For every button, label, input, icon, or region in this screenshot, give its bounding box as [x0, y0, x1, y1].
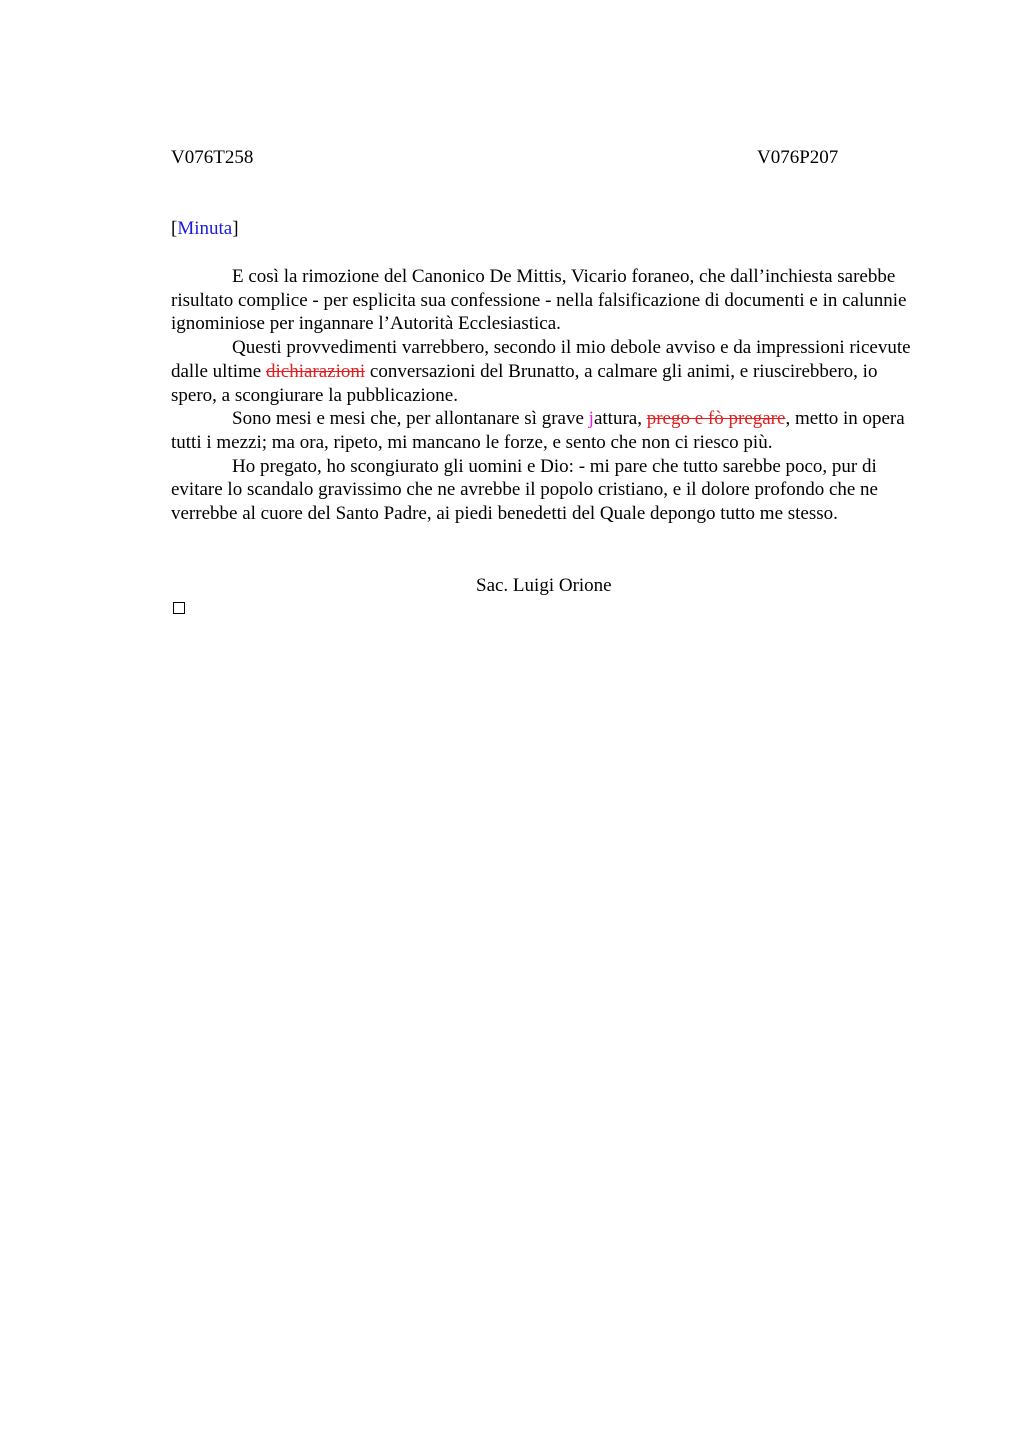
paragraph-3-before: Sono mesi e mesi che, per allontanare sì grave — [232, 408, 589, 430]
paragraph-3-deletion: prego e fò pregare — [646, 408, 786, 430]
paragraph-4-text: Ho pregato, ho scongiurato gli uomini e Dio: - mi pare che tutto sarebbe poco, pur di evitare lo scandalo gravissimo che ne avrebbe il popolo cristiano, e il dolore profondo che ne verrebbe al cuore del Santo Padre, ai piedi benedetti del Quale depongo tutto me stesso. — [171, 455, 878, 525]
end-mark-box-icon — [173, 602, 185, 614]
document-code-left: V076T258 — [171, 147, 254, 168]
paragraph-3-after: , metto in opera tutti i mezzi; ma ora, ripeto, mi mancano le forze, e sento che non ci riesco più. — [171, 408, 905, 453]
paragraph-2-after: conversazioni del Brunatto, a calmare gli animi, e riuscirebbero, io spero, a scongiurare la pubblicazione. — [171, 360, 878, 406]
document-body — [171, 265, 913, 526]
paragraph-1-text: E così la rimozione del Canonico De Mittis, Vicario foraneo, che dall’inchiesta sarebbe risultato complice - per esplicita sua confessione - nella falsificazione di documenti e in calunnie ignominiose per ingannare l’Autorità Ecclesiastica. — [171, 266, 907, 335]
paragraph-2-before: Questi provvedimenti varrebbero, secondo il mio debole avviso e da impressioni ricevute dalle ultime — [171, 337, 911, 382]
signature: Sac. Luigi Orione — [476, 575, 612, 596]
paragraph-3-middle: attura, — [593, 408, 647, 430]
document-code-right: V076P207 — [757, 147, 839, 168]
paragraph-1 — [171, 265, 913, 336]
heading-close-bracket: ] — [232, 218, 239, 239]
heading-open-bracket: [ — [171, 218, 178, 239]
heading-label: Minuta — [177, 218, 233, 239]
paragraph-3-insertion: j — [588, 408, 594, 430]
paragraph-4 — [171, 455, 913, 526]
paragraph-2-deletion: dichiarazioni — [265, 360, 366, 382]
document-heading — [171, 217, 239, 241]
paragraph-3 — [171, 407, 913, 454]
paragraph-2 — [171, 336, 913, 407]
